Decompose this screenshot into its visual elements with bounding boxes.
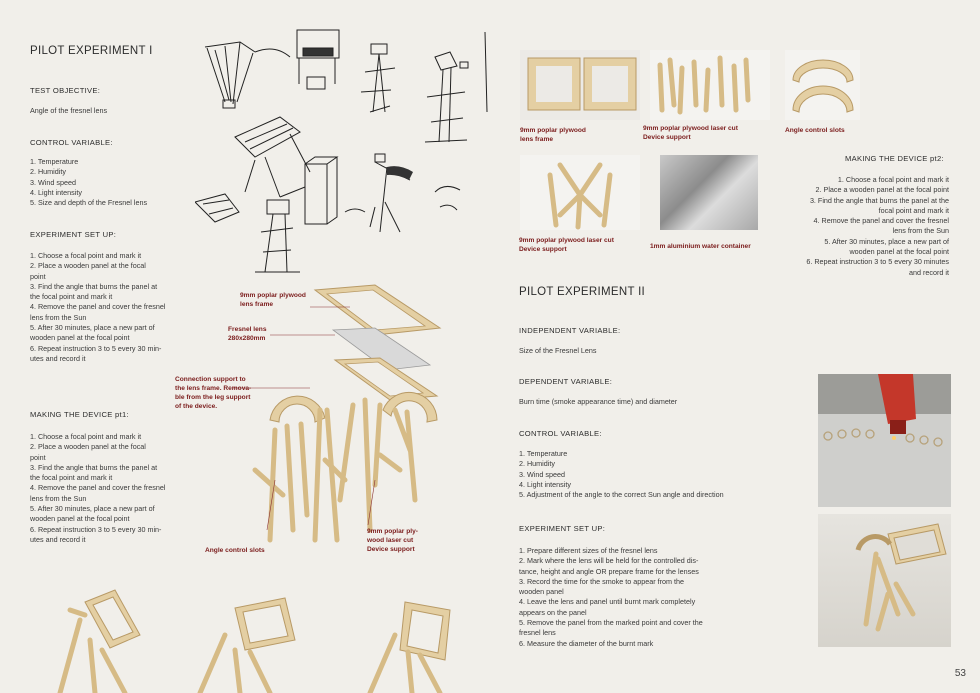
pilot2-setup-heading: EXPERIMENT SET UP: (519, 524, 606, 533)
list-item: point (30, 452, 46, 462)
independent-heading: INDEPENDENT VARIABLE: (519, 326, 621, 335)
list-item: 1. Choose a focal point and mark it (30, 432, 142, 441)
pilot2-setup-list (519, 546, 703, 649)
pilot2-title: PILOT EXPERIMENT II (519, 286, 646, 298)
list-item: 4. Remove the panel and cover the fresnel (30, 302, 166, 312)
setup-list (30, 251, 165, 364)
caption-aluminium-container: 1mm aluminium water container (650, 243, 751, 250)
photo-angle-slots (785, 50, 860, 120)
pilot1-title: PILOT EXPERIMENT I (30, 45, 153, 57)
making-pt2-heading: MAKING THE DEVICE pt2: (845, 154, 944, 163)
list-item: 3. Find the angle that burns the panel at (30, 462, 158, 472)
list-item: wooden panel at the focal point (30, 333, 130, 343)
photo-device-support-parts (650, 50, 770, 120)
list-item: 2. Humidity (519, 459, 555, 469)
list-item: lens from the Sun (30, 493, 87, 503)
list-item: lens from the Sun (30, 312, 87, 322)
control-heading: CONTROL VARIABLE: (30, 138, 113, 147)
list-item: 3. Find the angle that burns the panel at the (809, 195, 949, 205)
list-item: the focal point and mark it (30, 292, 113, 302)
setup-heading: EXPERIMENT SET UP: (30, 230, 117, 239)
objective-text: Angle of the fresnel lens (30, 106, 108, 115)
list-item: 4. Leave the lens and panel until burnt mark completely (519, 597, 696, 607)
photo-aluminium-container (660, 155, 758, 230)
label-fresnel-lens: Fresnel lens 280x280mm (228, 326, 267, 342)
photo-laser-cutter (818, 374, 951, 507)
list-item: 1. Prepare different sizes of the fresnel lens (519, 546, 658, 555)
caption-device-support-bottom: 9mm poplar plywood laser cut Device support (519, 237, 614, 253)
dependent-heading: DEPENDENT VARIABLE: (519, 377, 613, 386)
list-item: wooden panel at the focal point (30, 514, 130, 524)
list-item: 2. Mark where the lens will be held for the controlled dis- (519, 556, 699, 566)
list-item: 5. Remove the panel from the marked point and cover the (519, 618, 703, 628)
label-lens-frame: 9mm poplar plywood lens frame (240, 292, 306, 308)
list-item: focal point and mark it (878, 205, 949, 215)
list-item: fresnel lens (519, 628, 556, 638)
independent-text: Size of the Fresnel Lens (519, 346, 597, 355)
list-item: 1. Choose a focal point and mark it (30, 251, 142, 260)
list-item: 5. After 30 minutes, place a new part of (30, 504, 155, 514)
list-item: utes and record it (30, 353, 86, 363)
list-item: 4. Remove the panel and cover the fresnel (813, 216, 949, 226)
list-item: tance, height and angle OR prepare frame for the lenses (519, 566, 699, 576)
label-angle-slots: Angle control slots (205, 547, 265, 554)
pilot2-control-heading: CONTROL VARIABLE: (519, 429, 602, 438)
making-pt1-list (30, 432, 165, 545)
list-item: 3. Record the time for the smoke to appear from the (519, 576, 684, 586)
list-item: 4. Light intensity (30, 187, 82, 197)
caption-device-support-top: 9mm poplar plywood laser cut Device support (643, 125, 738, 141)
pilot2-control-list (519, 449, 724, 500)
list-item: 3. Wind speed (519, 469, 565, 479)
dependent-text: Burn time (smoke appearance time) and diameter (519, 397, 678, 406)
list-item: lens from the Sun (892, 226, 949, 236)
list-item: wooden panel at the focal point (849, 247, 949, 257)
list-item: 1. Temperature (519, 449, 568, 458)
concept-sketches (195, 22, 495, 277)
page-number: 53 (954, 668, 966, 679)
list-item: 5. Size and depth of the Fresnel lens (30, 198, 148, 208)
caption-angle-slots: Angle control slots (785, 127, 845, 134)
list-item: wooden panel (519, 587, 564, 597)
list-item: 2. Place a wooden panel at the focal point (815, 185, 949, 195)
list-item: 6. Repeat instruction 3 to 5 every 30 min- (30, 343, 162, 353)
list-item: 6. Repeat instruction 3 to 5 every 30 min- (30, 524, 162, 534)
photo-lens-frames (520, 50, 640, 120)
list-item: 3. Wind speed (30, 177, 76, 187)
list-item: the focal point and mark it (30, 473, 113, 483)
list-item: 2. Place a wooden panel at the focal (30, 442, 146, 452)
list-item: 3. Find the angle that burns the panel at (30, 281, 158, 291)
list-item: utes and record it (30, 534, 86, 544)
list-item: 5. After 30 minutes, place a new part of (824, 236, 949, 246)
list-item: point (30, 271, 46, 281)
making-pt2-list (806, 175, 949, 278)
control-list (30, 157, 147, 208)
list-item: 5. Adjustment of the angle to the correct Sun angle and direction (519, 490, 724, 500)
list-item: 5. After 30 minutes, place a new part of (30, 323, 155, 333)
list-item: 1. Choose a focal point and mark it (837, 175, 949, 184)
list-item: 2. Place a wooden panel at the focal (30, 261, 146, 271)
list-item: 4. Remove the panel and cover the fresnel (30, 483, 166, 493)
list-item: 6. Repeat instruction 3 to 5 every 30 minutes (806, 257, 949, 267)
list-item: appears on the panel (519, 607, 587, 617)
list-item: 1. Temperature (30, 157, 79, 166)
photo-finished-device (818, 514, 951, 647)
list-item: 2. Humidity (30, 167, 66, 177)
photo-support-assembled (520, 155, 640, 230)
exploded-assembly-diagram (175, 280, 475, 565)
list-item: and record it (909, 267, 949, 277)
list-item: 4. Light intensity (519, 479, 571, 489)
label-connection-support: Connection support to the lens frame. Remova- ble from the leg support of the device. (175, 376, 252, 410)
objective-heading: TEST OBJECTIVE: (30, 86, 101, 95)
assembled-device-renders (40, 580, 480, 693)
making-pt1-heading: MAKING THE DEVICE pt1: (30, 410, 129, 419)
list-item: 6. Measure the diameter of the burnt mark (519, 638, 654, 648)
caption-lens-frame: 9mm poplar plywood lens frame (520, 127, 586, 143)
label-device-support: 9mm poplar ply- wood laser cut Device support (367, 528, 418, 553)
